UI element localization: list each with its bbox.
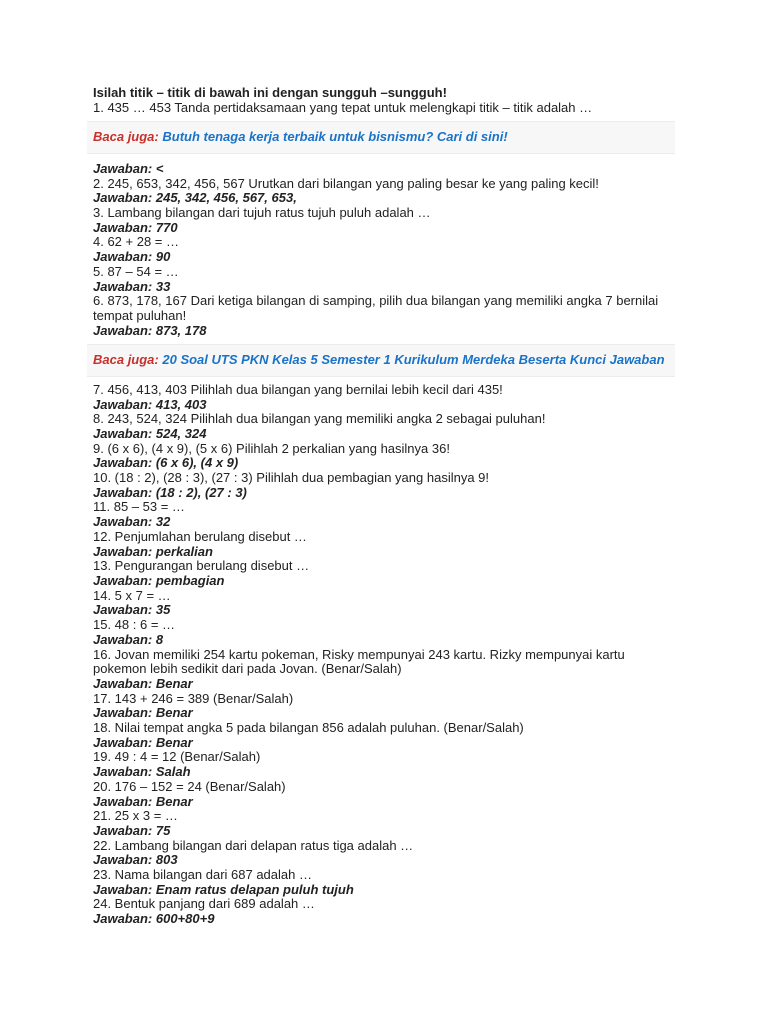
question-line: 4. 62 + 28 = … <box>93 234 180 250</box>
answer-line: Jawaban: Salah <box>93 764 191 780</box>
question-line: 2. 245, 653, 342, 456, 567 Urutkan dari bilangan yang paling besar ke yang paling kecil! <box>93 175 599 191</box>
question-line: 5. 87 – 54 = … <box>93 263 179 279</box>
question-line: 23. Nama bilangan dari 687 adalah … <box>93 867 312 883</box>
answer-line: Jawaban: (6 x 6), (4 x 9) <box>93 455 239 471</box>
answer-line: Jawaban: 33 <box>93 278 171 294</box>
answer-line: Jawaban: 413, 403 <box>93 396 207 412</box>
related-link[interactable]: Butuh tenaga kerja terbaik untuk bisnismu? Cari di sini! <box>162 129 508 145</box>
answer-line: Jawaban: Benar <box>93 675 193 691</box>
question-line: 10. (18 : 2), (28 : 3), (27 : 3) Pilihlah dua pembagian yang hasilnya 9! <box>93 470 490 486</box>
question-line: 21. 25 x 3 = … <box>93 808 178 824</box>
question-line: 6. 873, 178, 167 Dari ketiga bilangan di samping, pilih dua bilangan yang memiliki angka 7 bernilai tempat puluhan! <box>93 293 659 323</box>
answer-line: Jawaban: Enam ratus delapan puluh tujuh <box>93 881 354 897</box>
answer-line: Jawaban: (18 : 2), (27 : 3) <box>93 484 247 500</box>
answer-line: Jawaban: Benar <box>93 793 193 809</box>
answer-line: Jawaban: 770 <box>93 219 178 235</box>
question-line: 16. Jovan memiliki 254 kartu pokeman, Risky mempunyai 243 kartu. Rizky mempunyai kartu pokemon lebih sedikit dari pada Jovan. (Benar/Salah) <box>93 646 625 677</box>
question-line: 24. Bentuk panjang dari 689 adalah … <box>93 896 315 912</box>
question-line: 9. (6 x 6), (4 x 9), (5 x 6) Pilihlah 2 perkalian yang hasilnya 36! <box>93 440 450 456</box>
answer-line: Jawaban: 803 <box>93 852 178 868</box>
question-line: 18. Nilai tempat angka 5 pada bilangan 856 adalah puluhan. (Benar/Salah) <box>93 720 524 736</box>
answer-line: Jawaban: perkalian <box>93 543 213 559</box>
question-line: 15. 48 : 6 = … <box>93 617 176 633</box>
question-line: 11. 85 – 53 = … <box>93 499 185 515</box>
answer-line: Jawaban: < <box>93 160 164 176</box>
related-label: Baca juga: <box>93 129 159 145</box>
answer-line: Jawaban: 600+80+9 <box>93 911 215 927</box>
qa-list-1 <box>87 162 675 338</box>
answer-line: Jawaban: 524, 324 <box>93 425 207 441</box>
question-line: 8. 243, 524, 324 Pilihlah dua bilangan yang memiliki angka 2 sebagai puluhan! <box>93 411 546 427</box>
question-line: 14. 5 x 7 = … <box>93 587 171 603</box>
answer-line: Jawaban: 35 <box>93 602 171 618</box>
answer-line: Jawaban: 8 <box>93 631 164 647</box>
question-1: 1. 435 … 453 Tanda pertidaksamaan yang tepat untuk melengkapi titik – titik adalah … <box>93 99 593 115</box>
answer-line: Jawaban: pembagian <box>93 572 225 588</box>
related-link-box-2 <box>87 344 675 377</box>
question-line: 7. 456, 413, 403 Pilihlah dua bilangan yang bernilai lebih kecil dari 435! <box>93 381 503 397</box>
qa-list-2 <box>87 383 675 927</box>
instruction-heading: Isilah titik – titik di bawah ini dengan sungguh –sungguh! <box>93 85 447 100</box>
answer-line: Jawaban: Benar <box>93 705 193 721</box>
related-link-box <box>87 121 675 154</box>
answer-line: Jawaban: 90 <box>93 249 171 265</box>
question-line: 19. 49 : 4 = 12 (Benar/Salah) <box>93 749 261 765</box>
answer-line: Jawaban: 32 <box>93 514 171 530</box>
question-line: 22. Lambang bilangan dari delapan ratus tiga adalah … <box>93 837 414 853</box>
answer-line: Jawaban: 873, 178 <box>93 322 207 338</box>
question-line: 13. Pengurangan berulang disebut … <box>93 558 310 574</box>
question-line: 12. Penjumlahan berulang disebut … <box>93 528 307 544</box>
related-label: Baca juga: <box>93 352 159 368</box>
related-link[interactable]: 20 Soal UTS PKN Kelas 5 Semester 1 Kurikulum Merdeka Beserta Kunci Jawaban <box>162 352 665 368</box>
question-line: 17. 143 + 246 = 389 (Benar/Salah) <box>93 690 294 706</box>
question-line: 20. 176 – 152 = 24 (Benar/Salah) <box>93 778 286 794</box>
article-content <box>87 86 675 927</box>
answer-line: Jawaban: 245, 342, 456, 567, 653, <box>93 190 297 206</box>
question-line: 3. Lambang bilangan dari tujuh ratus tujuh puluh adalah … <box>93 205 431 221</box>
answer-line: Jawaban: Benar <box>93 734 193 750</box>
answer-line: Jawaban: 75 <box>93 822 171 838</box>
